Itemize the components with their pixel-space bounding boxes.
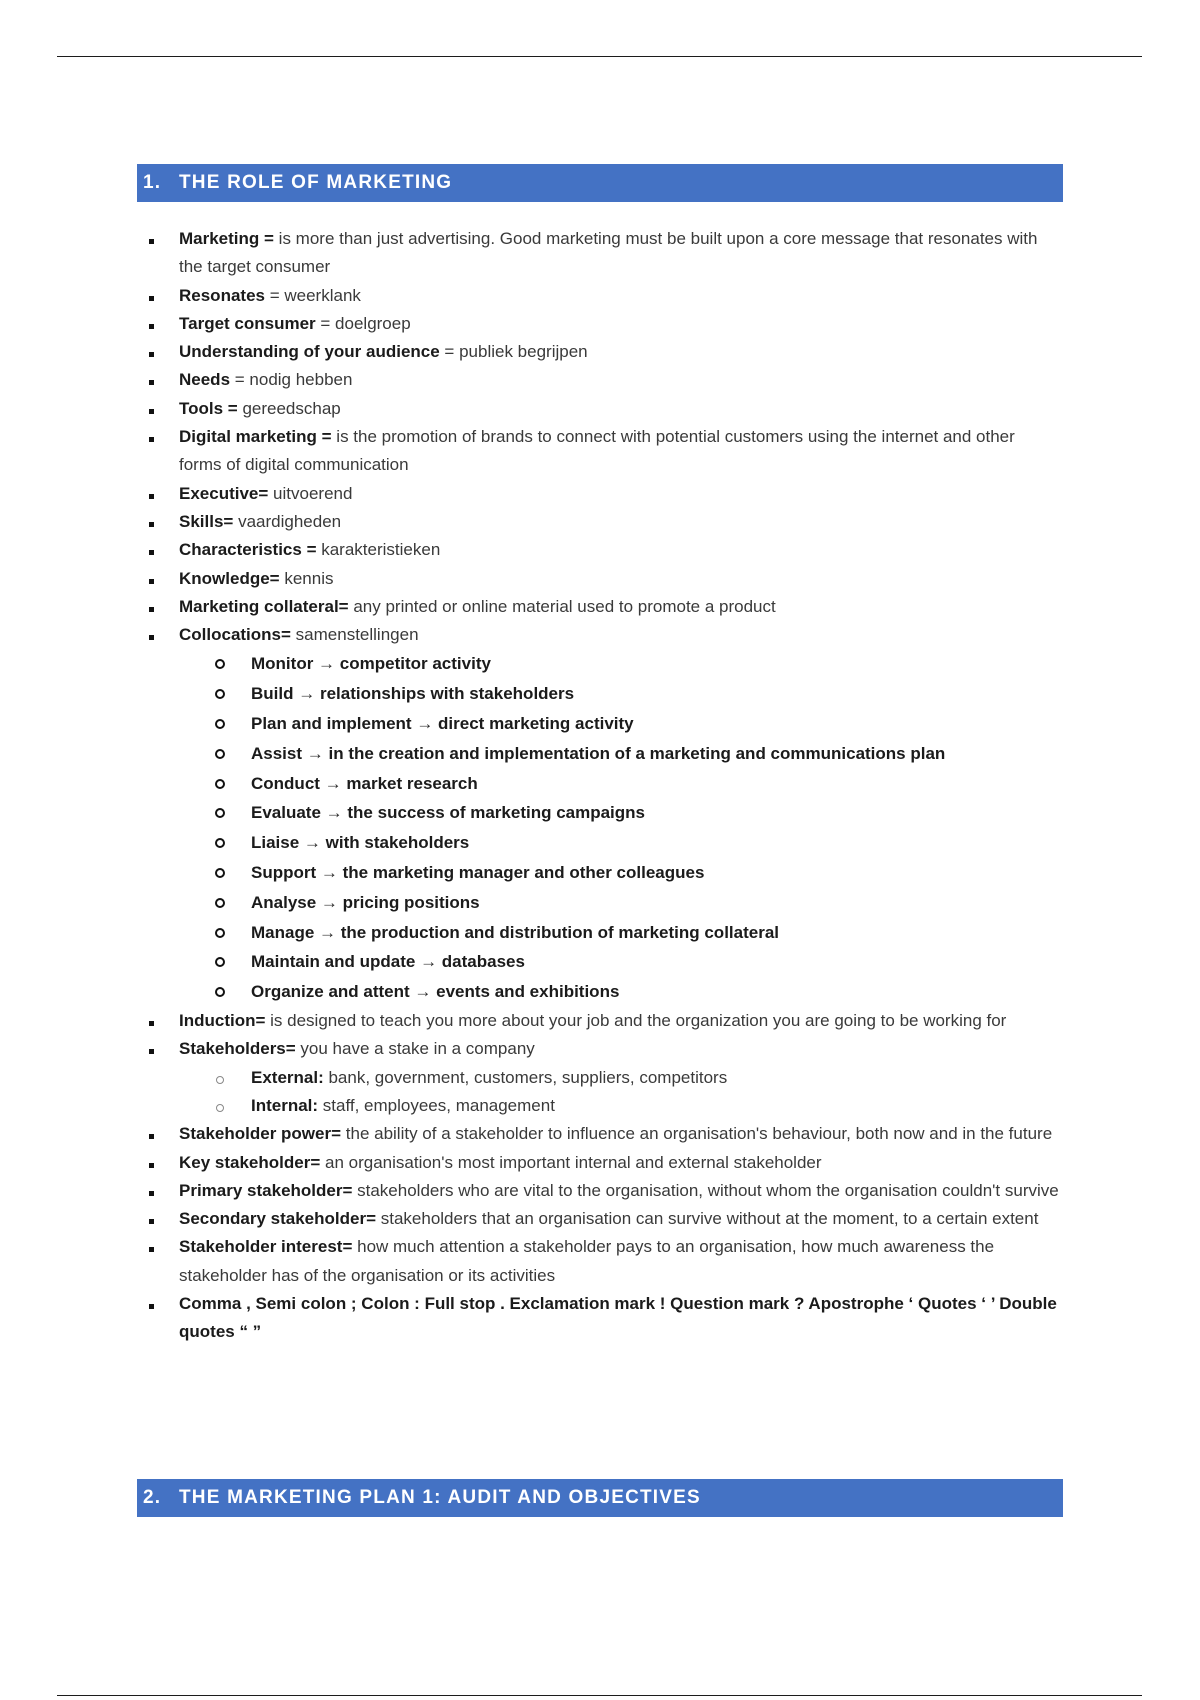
arrow-icon: → [316, 863, 343, 883]
collocation-item [0, 649, 1060, 679]
arrow-icon: → [319, 773, 347, 793]
square-bullet-icon [145, 423, 157, 451]
definition: samenstellingen [295, 625, 419, 645]
term: Skills [179, 511, 224, 531]
separator: = [223, 398, 243, 418]
definition: uitvoerend [273, 483, 353, 503]
definition: stakeholders who are vital to the organisation, without whom the organisation couldn't survive [357, 1180, 1059, 1200]
separator: = [285, 1039, 301, 1059]
term: Secondary stakeholder [179, 1209, 367, 1229]
circle-bullet-icon [214, 1064, 226, 1093]
definition: the ability of a stakeholder to influence an organisation's behaviour, both now and in the future [345, 1124, 1053, 1144]
term: Characteristics [179, 540, 302, 560]
separator: = [366, 1209, 381, 1229]
list-item [0, 366, 1060, 394]
object: the marketing manager and other colleagues [342, 863, 705, 883]
list-item [0, 1290, 1060, 1347]
arrow-icon: → [299, 833, 326, 853]
definition: weerklank [284, 285, 361, 305]
circle-bullet-icon [214, 977, 226, 1008]
verb: Organize and attent [251, 982, 410, 1002]
square-bullet-icon [145, 1233, 157, 1261]
collocation-item [0, 947, 1060, 977]
circle-bullet-icon [214, 649, 226, 680]
list-item [0, 621, 1060, 649]
circle-bullet-icon [214, 709, 226, 740]
definition: stakeholders that an organisation can survive without at the moment, to a certain extent [380, 1209, 1039, 1229]
verb: Support [251, 863, 317, 883]
term: External: [251, 1067, 324, 1087]
collocation-item [0, 709, 1060, 739]
term: Executive [179, 483, 259, 503]
list-item [0, 536, 1060, 564]
separator: = [269, 568, 285, 588]
list-item [0, 1233, 1060, 1290]
collocation-item [0, 977, 1060, 1007]
list-item [0, 1177, 1060, 1205]
separator: = [315, 313, 336, 333]
term: Key stakeholder [179, 1152, 311, 1172]
object: the production and distribution of marketing collateral [340, 922, 779, 942]
square-bullet-icon [145, 225, 157, 253]
separator: = [439, 342, 460, 362]
square-bullet-icon [145, 1290, 157, 1318]
object: market research [346, 773, 478, 793]
separator: = [223, 511, 239, 531]
definition: kennis [284, 568, 334, 588]
circle-bullet-icon [214, 828, 226, 859]
circle-bullet-icon [214, 947, 226, 978]
term: Internal: [251, 1095, 319, 1115]
term: Stakeholder power [179, 1124, 332, 1144]
list-item [0, 508, 1060, 536]
verb: Manage [251, 922, 315, 942]
square-bullet-icon [145, 338, 157, 366]
term: Stakeholders [179, 1039, 286, 1059]
term: Primary stakeholder [179, 1180, 343, 1200]
arrow-icon: → [302, 743, 329, 763]
verb: Assist [251, 743, 303, 763]
term: Marketing collateral [179, 596, 339, 616]
collocation-item [0, 828, 1060, 858]
list-item [0, 1120, 1060, 1148]
stakeholder-type-item [0, 1064, 1060, 1092]
circle-bullet-icon [214, 858, 226, 889]
circle-bullet-icon [214, 679, 226, 710]
square-bullet-icon [145, 1149, 157, 1177]
arrow-icon: → [415, 952, 442, 972]
square-bullet-icon [145, 1035, 157, 1063]
list-item [0, 480, 1060, 508]
arrow-icon: → [409, 982, 437, 1002]
term: Understanding of your audience [179, 342, 440, 362]
square-bullet-icon [145, 282, 157, 310]
square-bullet-icon [145, 480, 157, 508]
term: Induction [179, 1011, 256, 1031]
definition: karakteristieken [321, 540, 441, 560]
definition-list [0, 225, 1200, 1347]
list-item [0, 310, 1060, 338]
square-bullet-icon [145, 395, 157, 423]
arrow-icon: → [316, 892, 343, 912]
definition: doelgroep [335, 313, 411, 333]
footer-rule [57, 1695, 1142, 1696]
definition: how much attention a stakeholder pays to an organisation, how much awareness the stakeholder has of the organisation or its activities [179, 1237, 995, 1285]
verb: Analyse [251, 892, 317, 912]
separator: = [310, 1152, 325, 1172]
square-bullet-icon [145, 621, 157, 649]
term: Resonates [179, 285, 265, 305]
section-heading-2 [137, 1479, 1063, 1517]
separator: = [264, 285, 285, 305]
definition: staff, employees, management [318, 1095, 555, 1115]
section-title: THE ROLE OF MARKETING [179, 172, 453, 193]
object: competitor activity [339, 654, 491, 674]
verb: Build [251, 684, 294, 704]
definition: is more than just advertising. Good marketing must be built upon a core message that resonates with the target consumer [179, 229, 1038, 277]
object: the success of marketing campaigns [347, 803, 645, 823]
definition: vaardigheden [238, 511, 342, 531]
section-number: 1. [143, 172, 162, 193]
list-item [0, 1149, 1060, 1177]
list-item [0, 1035, 1060, 1063]
circle-bullet-icon [214, 918, 226, 949]
list-item [0, 225, 1060, 282]
collocation-item [0, 918, 1060, 948]
circle-bullet-icon [214, 798, 226, 829]
term: Knowledge [179, 568, 270, 588]
list-item [0, 338, 1060, 366]
definition: any printed or online material used to promote a product [353, 596, 776, 616]
definition: is the promotion of brands to connect with potential customers using the internet and other forms of digital communication [179, 427, 1015, 475]
arrow-icon: → [293, 684, 320, 704]
definition: you have a stake in a company [300, 1039, 535, 1059]
list-item [0, 1205, 1060, 1233]
section-number: 2. [143, 1487, 162, 1508]
punctuation-list: Comma , Semi colon ; Colon : Full stop . Exclamation mark ! Question mark ? Apostrophe ‘ Quotes ‘ ’ Double quotes “ ” [179, 1293, 1057, 1342]
verb: Maintain and update [251, 952, 416, 972]
arrow-icon: → [411, 714, 439, 734]
object: with stakeholders [325, 833, 470, 853]
list-item [0, 395, 1060, 423]
circle-bullet-icon [214, 1092, 226, 1121]
object: events and exhibitions [436, 982, 620, 1002]
arrow-icon: → [320, 803, 348, 823]
collocation-item [0, 769, 1060, 799]
object: relationships with stakeholders [319, 684, 575, 704]
square-bullet-icon [145, 310, 157, 338]
square-bullet-icon [145, 1177, 157, 1205]
definition: an organisation's most important internal and external stakeholder [325, 1152, 822, 1172]
term: Digital marketing [179, 427, 317, 447]
term: Stakeholder interest [179, 1237, 343, 1257]
definition: bank, government, customers, suppliers, competitors [323, 1067, 728, 1087]
separator: = [342, 1237, 358, 1257]
section-heading-1 [137, 164, 1063, 202]
separator: = [316, 427, 337, 447]
verb: Evaluate [251, 803, 321, 823]
square-bullet-icon [145, 536, 157, 564]
arrow-icon: → [314, 922, 341, 942]
verb: Liaise [251, 833, 300, 853]
verb: Plan and implement [251, 714, 412, 734]
verb: Monitor [251, 654, 314, 674]
separator: = [301, 540, 322, 560]
separator: = [338, 596, 354, 616]
list-item [0, 593, 1060, 621]
separator: = [342, 1180, 358, 1200]
header-rule [57, 56, 1142, 57]
section-title: THE MARKETING PLAN 1: AUDIT AND OBJECTIVES [179, 1487, 701, 1508]
square-bullet-icon [145, 1120, 157, 1148]
collocation-item [0, 888, 1060, 918]
verb: Conduct [251, 773, 320, 793]
list-item [0, 423, 1060, 480]
stakeholder-type-item [0, 1092, 1060, 1120]
term: Collocations [179, 625, 282, 645]
list-item [0, 565, 1060, 593]
list-item [0, 1007, 1060, 1035]
collocation-item [0, 858, 1060, 888]
circle-bullet-icon [214, 769, 226, 800]
object: databases [441, 952, 525, 972]
separator: = [331, 1124, 346, 1144]
circle-bullet-icon [214, 739, 226, 770]
definition: publiek begrijpen [459, 342, 588, 362]
collocation-item [0, 679, 1060, 709]
list-item [0, 282, 1060, 310]
separator: = [255, 1011, 271, 1031]
separator: = [258, 483, 274, 503]
square-bullet-icon [145, 508, 157, 536]
term: Target consumer [179, 313, 316, 333]
object: direct marketing activity [438, 714, 634, 734]
term: Tools [179, 398, 224, 418]
term: Needs [179, 370, 231, 390]
square-bullet-icon [145, 565, 157, 593]
definition: gereedschap [242, 398, 341, 418]
collocation-item [0, 798, 1060, 828]
object: in the creation and implementation of a marketing and communications plan [328, 743, 946, 763]
term: Marketing [179, 229, 260, 248]
collocation-item [0, 739, 1060, 769]
separator: = [259, 229, 279, 248]
square-bullet-icon [145, 1007, 157, 1035]
separator: = [230, 370, 250, 390]
square-bullet-icon [145, 366, 157, 394]
circle-bullet-icon [214, 888, 226, 919]
square-bullet-icon [145, 1205, 157, 1233]
definition: is designed to teach you more about your job and the organization you are going to be working for [270, 1011, 1007, 1031]
separator: = [281, 625, 296, 645]
arrow-icon: → [313, 654, 340, 674]
square-bullet-icon [145, 593, 157, 621]
object: pricing positions [342, 892, 480, 912]
definition: nodig hebben [249, 370, 353, 390]
